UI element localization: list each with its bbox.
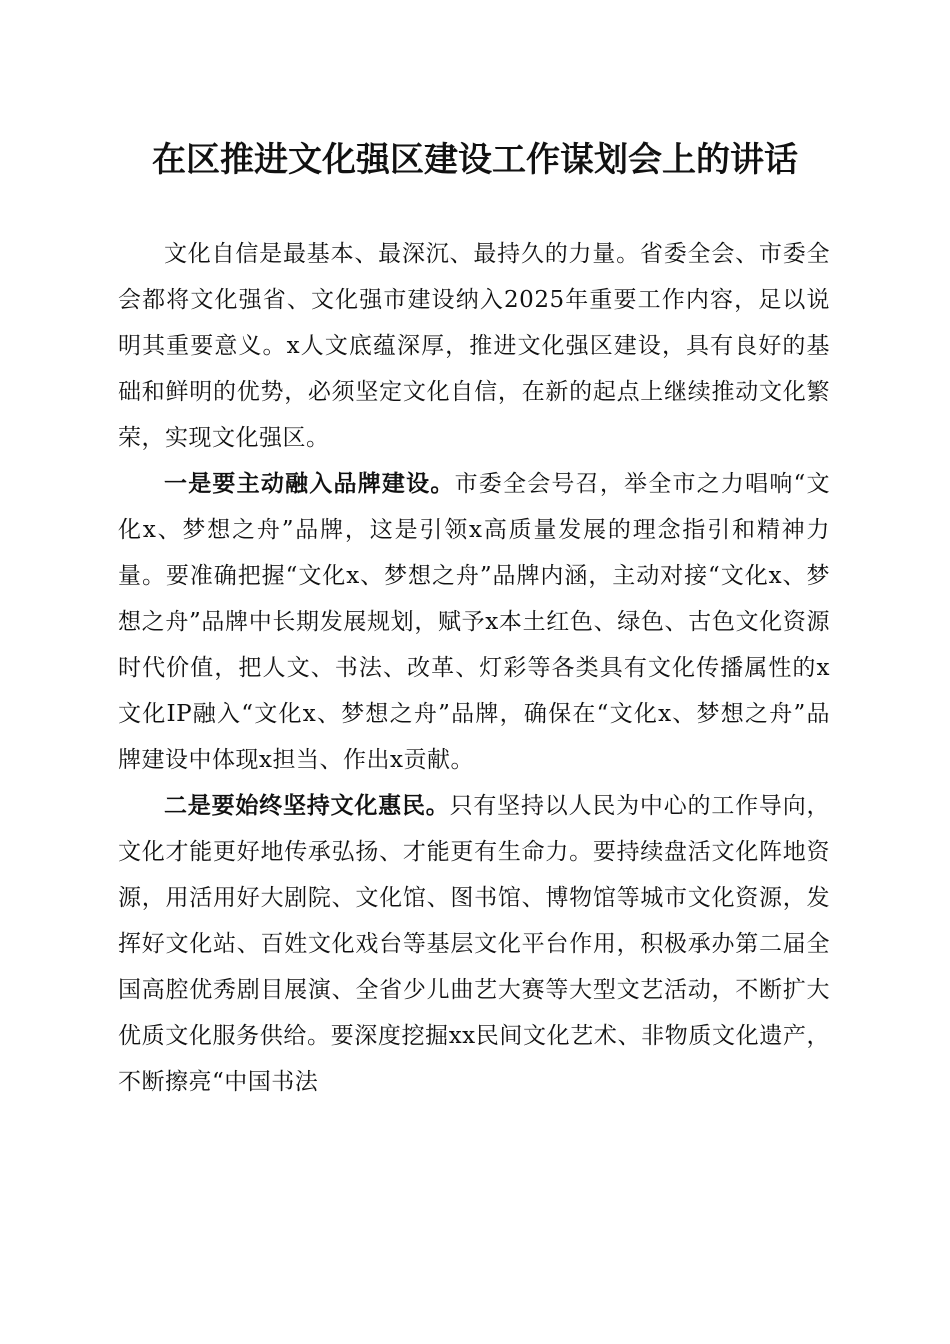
paragraph-intro (118, 231, 830, 461)
document-body (118, 231, 830, 1105)
paragraph-brand-building (118, 461, 830, 783)
paragraph-lead: 二是要始终坚持文化惠民。 (164, 793, 450, 819)
paragraph-lead: 一是要主动融入品牌建设。 (164, 471, 455, 497)
document-title: 在区推进文化强区建设工作谋划会上的讲话 (152, 140, 798, 180)
paragraph-text: 文化自信是最基本、最深沉、最持久的力量。省委全会、市委全会都将文化强省、文化强市建设纳入2025年重要工作内容，足以说明其重要意义。x人文底蕴深厚，推进文化强区建设，具有良好的基础和鲜明的优势，必须坚定文化自信，在新的起点上继续推动文化繁荣，实现文化强区。 (118, 241, 830, 451)
paragraph-text: 只有坚持以人民为中心的工作导向，文化才能更好地传承弘扬、才能更有生命力。要持续盘活文化阵地资源，用活用好大剧院、文化馆、图书馆、博物馆等城市文化资源，发挥好文化站、百姓文化戏台等基层文化平台作用，积极承办第二届全国高腔优秀剧目展演、全省少儿曲艺大赛等大型文艺活动，不断扩大优质文化服务供给。要深度挖掘xx民间文化艺术、非物质文化遗产，不断擦亮“中国书法 (118, 793, 831, 1095)
paragraph-text: 市委全会号召，举全市之力唱响“文化x、梦想之舟”品牌，这是引领x高质量发展的理念指引和精神力量。要准确把握“文化x、梦想之舟”品牌内涵，主动对接“文化x、梦想之舟”品牌中长期发展规划，赋予x本土红色、绿色、古色文化资源时代价值，把人文、书法、改革、灯彩等各类具有文化传播属性的x文化IP融入“文化x、梦想之舟”品牌，确保在“文化x、梦想之舟”品牌建设中体现x担当、作出x贡献。 (118, 471, 831, 773)
paragraph-cultural-benefit (118, 783, 830, 1105)
